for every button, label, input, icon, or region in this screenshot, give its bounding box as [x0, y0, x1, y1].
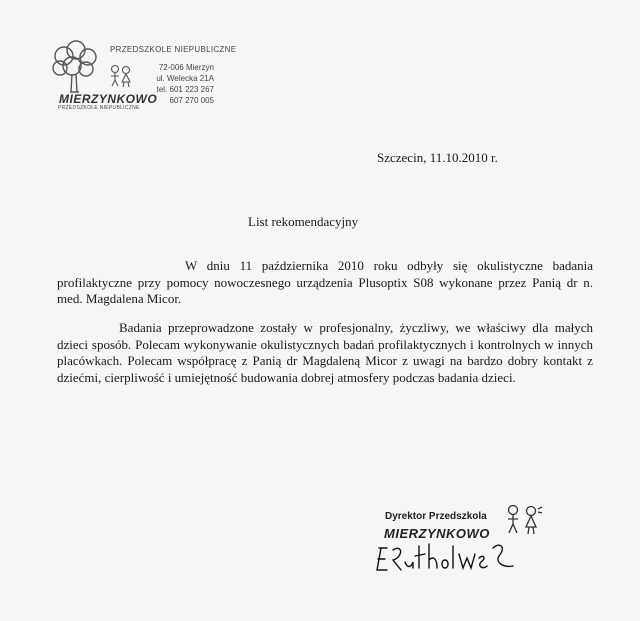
- tree-logo-icon: [48, 40, 104, 96]
- brand-logotype: MIERZYNKOWO: [59, 92, 158, 106]
- body-paragraph: [57, 258, 593, 308]
- children-logo-icon: [503, 503, 543, 535]
- phone-line: tel. 601 223 267: [156, 85, 214, 94]
- paragraph-text: Badania przeprowadzone zostały w profesjonalny, życzliwy, we właściwy dla małych dzieci sposób. Polecam wykonywanie okulistycznych badań profilaktycznych i kontrolnych w innych placówkach. Polecam współpracę z Panią dr Magdaleną Micor z uwagi na bardzo dobry kontakt z dziećmi, cierpliwość i umiejętność budowania dobrej atmosfery podczas badania dzieci.: [57, 320, 593, 385]
- address-line: ul. Welecka 21A: [156, 74, 214, 83]
- body-paragraph: [57, 320, 593, 386]
- date-line: Szczecin, 11.10.2010 r.: [377, 150, 498, 165]
- phone-line: 607 270 005: [169, 96, 214, 105]
- handwritten-signature: [375, 540, 525, 576]
- paragraph-text: W dniu 11 października 2010 roku odbyły się okulistyczne badania profilaktyczne przy pomocy nowoczesnego urządzenia Plusoptix S08 wykonane przez Panią dr n. med. Magdalena Micor.: [57, 258, 593, 306]
- address-line: 72-006 Mierzyn: [158, 63, 214, 72]
- signature-title: Dyrektor Przedszkola: [385, 511, 487, 522]
- brand-subtitle: PRZEDSZKOLE NIEPUBLICZNE: [58, 105, 140, 111]
- school-type: PRZEDSZKOLE NIEPUBLICZNE: [110, 45, 237, 54]
- signature-brand: MIERZYNKOWO: [384, 526, 490, 541]
- letter-title: List rekomendacyjny: [248, 214, 359, 229]
- children-logo-icon: [108, 64, 134, 88]
